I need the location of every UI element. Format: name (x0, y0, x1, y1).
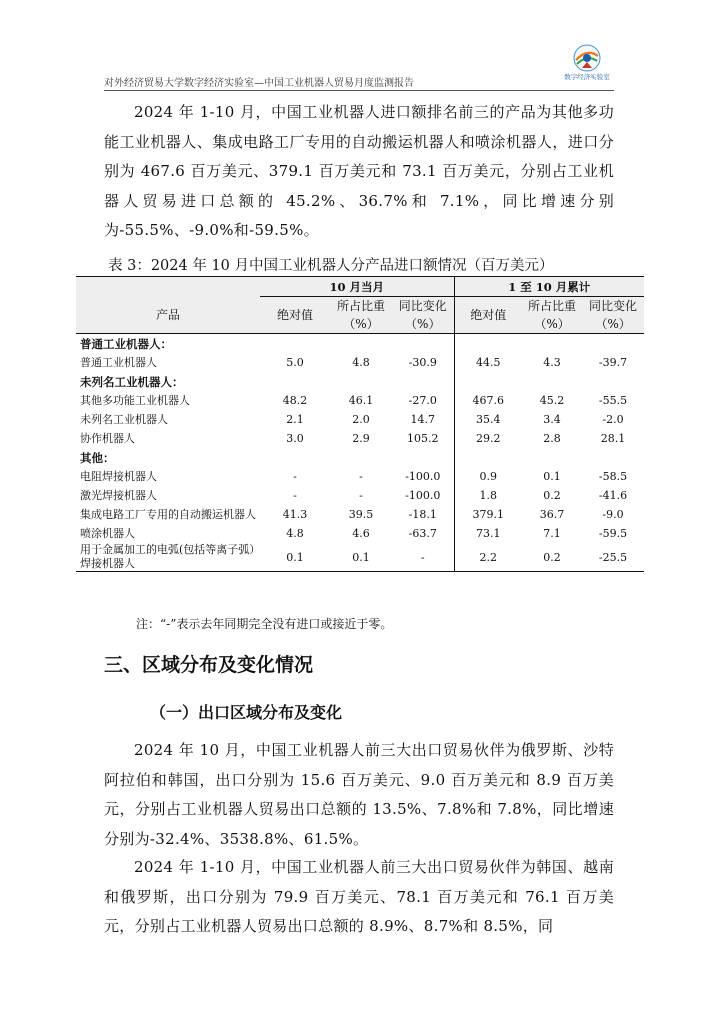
paragraph-import-summary: 2024 年 1-10 月，中国工业机器人进口额排名前三的产品为其他多功能工业机器人、集成电路工厂专用的自动搬运机器人和喷涂机器人，进口分别为 467.6 百万美元、379.1 百万美元和 73.1 百万美元，分别占工业机器人贸易进口总额的 45.2%、36.7%和 7.1%，同比增速分别为-55.5%、-9.0%和-59.5%。 (104, 103, 614, 239)
category-label: 普通工业机器人： (80, 336, 172, 351)
table-row: 电阻焊接机器人 - - -100.0 0.9 0.1 -58.5 (76, 467, 644, 486)
lab-logo (560, 44, 614, 86)
report-header: 对外经济贸易大学数字经济实验室—中国工业机器人贸易月度监测报告 (104, 78, 414, 89)
table-title: 表 3：2024 年 10 月中国工业机器人分产品进口额情况（百万美元） (108, 258, 554, 274)
table-row: 未列名工业机器人 2.1 2.0 14.7 35.4 3.4 -2.0 (76, 410, 644, 429)
col-share-cumulative: 所占比重（%） (522, 297, 582, 334)
table-row: 其他多功能工业机器人 48.2 46.1 -27.0 467.6 45.2 -55.5 (76, 391, 644, 410)
table-row: 激光焊接机器人 - - -100.0 1.8 0.2 -41.6 (76, 486, 644, 505)
subsection-title: （一）出口区域分布及变化 (150, 703, 343, 722)
logo-caption: 数字经济实验室 (564, 73, 610, 81)
col-share: 所占比重（%） (330, 297, 392, 334)
category-label: 未列名工业机器人： (80, 374, 184, 389)
col-yoy-cumulative: 同比变化（%） (582, 297, 644, 334)
table-row: 普通工业机器人 5.0 4.8 -30.9 44.5 4.3 -39.7 (76, 353, 644, 372)
group-cumulative-header: 1 至 10 月累计 (454, 277, 644, 297)
table-row: 用于金属加工的电弧(包括等离子弧）焊接机器人 0.1 0.1 - 2.2 0.2 -25.5 (76, 543, 644, 572)
table-row: 喷涂机器人 4.8 4.6 -63.7 73.1 7.1 -59.5 (76, 524, 644, 543)
category-row (76, 372, 644, 391)
col-yoy: 同比变化（%） (392, 297, 454, 334)
category-row (76, 334, 644, 354)
col-abs-cumulative: 绝对值 (454, 297, 522, 334)
table-group-header (76, 277, 644, 297)
category-row (76, 448, 644, 467)
group-month-header: 10 月当月 (260, 277, 454, 297)
section-title: 三、区域分布及变化情况 (104, 654, 314, 676)
paragraph-ytd-exports: 2024 年 1-10 月，中国工业机器人前三大出口贸易伙伴为韩国、越南和俄罗斯，出口分别为 79.9 百万美元、78.1 百万美元和 76.1 百万美元，分别占工业机器人贸易出口总额的 8.9%、8.7%和 8.5%，同 (104, 858, 614, 935)
header-divider (104, 90, 614, 91)
table-row: 集成电路工厂专用的自动搬运机器人 41.3 39.5 -18.1 379.1 36.7 -9.0 (76, 505, 644, 524)
category-label: 其他： (80, 450, 115, 465)
table-note: 注：“-”表示去年同期完全没有进口或接近于零。 (136, 617, 393, 631)
col-abs: 绝对值 (260, 297, 330, 334)
logo-icon (573, 44, 601, 72)
col-product: 产品 (76, 297, 260, 334)
paragraph-october-exports: 2024 年 10 月，中国工业机器人前三大出口贸易伙伴为俄罗斯、沙特阿拉伯和韩国，出口分别为 15.6 百万美元、9.0 百万美元和 8.9 百万美元，分别占工业机器人贸易出口总额的 13.5%、7.8%和 7.8%，同比增速分别为-32.4%、3538.8%、61.5%。 (104, 741, 614, 848)
table-column-header (76, 297, 644, 334)
import-by-product-table (76, 276, 644, 572)
table-row: 协作机器人 3.0 2.9 105.2 29.2 2.8 28.1 (76, 429, 644, 448)
